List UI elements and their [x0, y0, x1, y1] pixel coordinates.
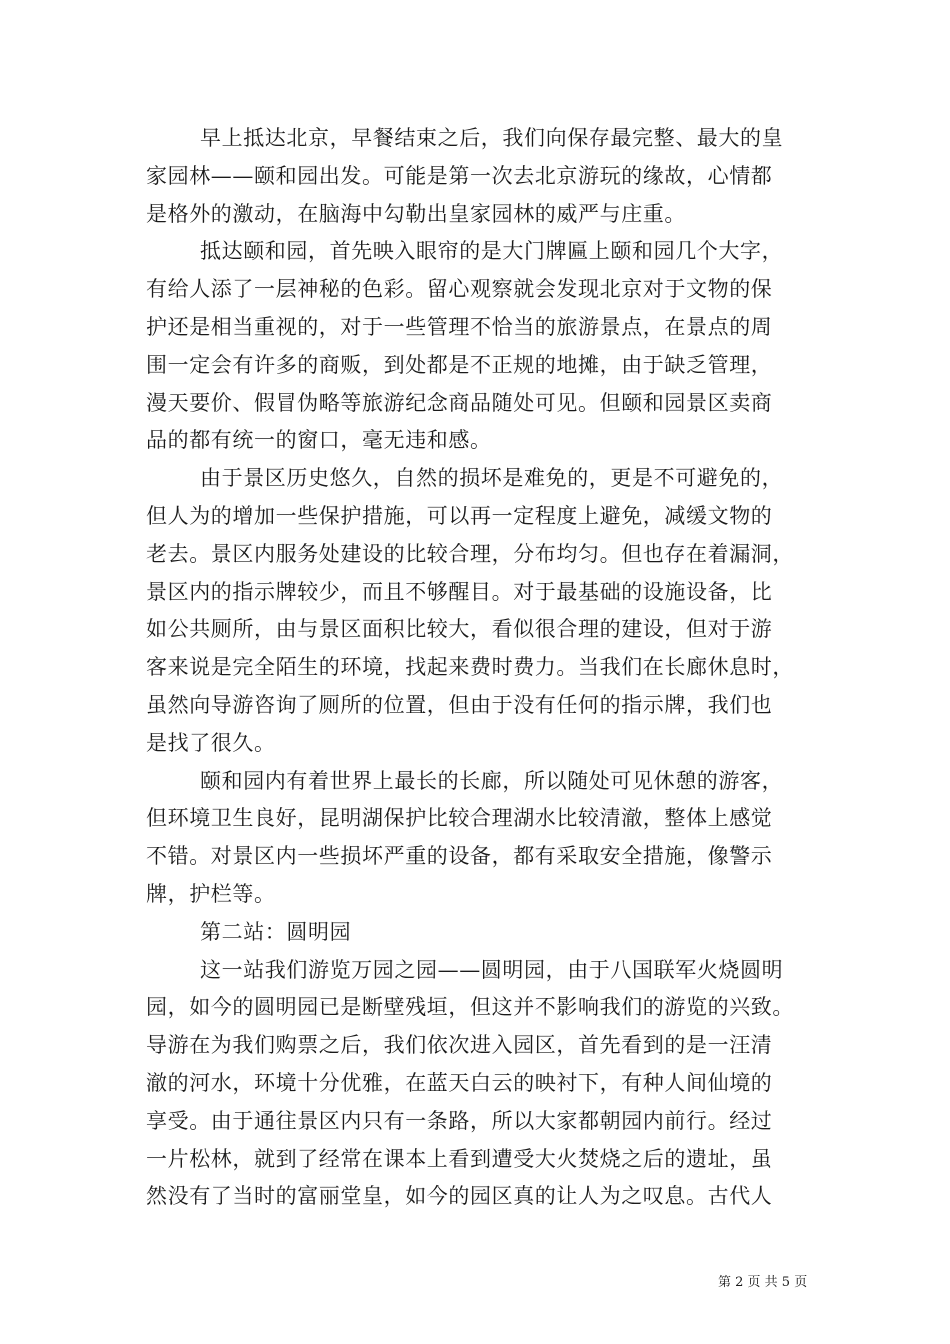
- text-line: 虽然向导游咨询了厕所的位置，但由于没有任何的指示牌，我们也: [146, 692, 773, 717]
- text-line: 围一定会有许多的商贩，到处都是不正规的地摊，由于缺乏管理，: [146, 352, 773, 377]
- text-line: 早上抵达北京，早餐结束之后，我们向保存最完整、最大的皇: [200, 126, 784, 150]
- text-line: 第二站：圆明园: [200, 919, 352, 944]
- text-line: 客来说是完全陌生的环境，找起来费时费力。当我们在长廊休息时，: [146, 655, 794, 680]
- text-line: 如公共厕所，由与景区面积比较大，看似很合理的建设，但对于游: [146, 617, 773, 642]
- text-line: 牌，护栏等。: [146, 881, 276, 906]
- text-line: 园，如今的圆明园已是断壁残垣，但这并不影响我们的游览的兴致。: [146, 995, 794, 1020]
- text-line: 是格外的激动，在脑海中勾勒出皇家园林的威严与庄重。: [146, 201, 686, 226]
- text-line: 家园林——颐和园出发。可能是第一次去北京游玩的缘故，心情都: [146, 163, 773, 188]
- text-line: 颐和园内有着世界上最长的长廊，所以随处可见休憩的游客，: [200, 768, 784, 793]
- text-line: 景区内的指示牌较少，而且不够醒目。对于最基础的设施设备，比: [146, 579, 773, 604]
- page-number: 第 2 页 共 5 页: [718, 1275, 808, 1290]
- text-line: 护还是相当重视的，对于一些管理不恰当的旅游景点，在景点的周: [146, 314, 773, 339]
- text-line: 然没有了当时的富丽堂皇，如今的园区真的让人为之叹息。古代人: [146, 1184, 773, 1209]
- text-line: 导游在为我们购票之后，我们依次进入园区，首先看到的是一汪清: [146, 1033, 773, 1058]
- document-body: [146, 120, 836, 1216]
- text-line: 但环境卫生良好，昆明湖保护比较合理湖水比较清澈，整体上感觉: [146, 806, 773, 831]
- text-line: 老去。景区内服务处建设的比较合理，分布均匀。但也存在着漏洞，: [146, 541, 794, 566]
- text-line: 是找了很久。: [146, 730, 276, 755]
- text-line: 品的都有统一的窗口，毫无违和感。: [146, 428, 492, 453]
- text-line: 不错。对景区内一些损坏严重的设备，都有采取安全措施，像警示: [146, 844, 773, 869]
- text-line: 一片松林，就到了经常在课本上看到遭受大火焚烧之后的遗址，虽: [146, 1146, 773, 1171]
- text-line: 抵达颐和园，首先映入眼帘的是大门牌匾上颐和园几个大字，: [200, 239, 784, 264]
- text-line: 享受。由于通往景区内只有一条路，所以大家都朝园内前行。经过: [146, 1108, 773, 1133]
- text-line: 有给人添了一层神秘的色彩。留心观察就会发现北京对于文物的保: [146, 277, 773, 302]
- text-line: 但人为的增加一些保护措施，可以再一定程度上避免，减缓文物的: [146, 503, 773, 528]
- text-line: 澈的河水，环境十分优雅，在蓝天白云的映衬下，有种人间仙境的: [146, 1070, 773, 1095]
- text-line: 这一站我们游览万园之园——圆明园，由于八国联军火烧圆明: [200, 957, 784, 982]
- text-line: 漫天要价、假冒伪略等旅游纪念商品随处可见。但颐和园景区卖商: [146, 390, 773, 415]
- text-line: 由于景区历史悠久，自然的损坏是难免的，更是不可避免的，: [200, 466, 784, 491]
